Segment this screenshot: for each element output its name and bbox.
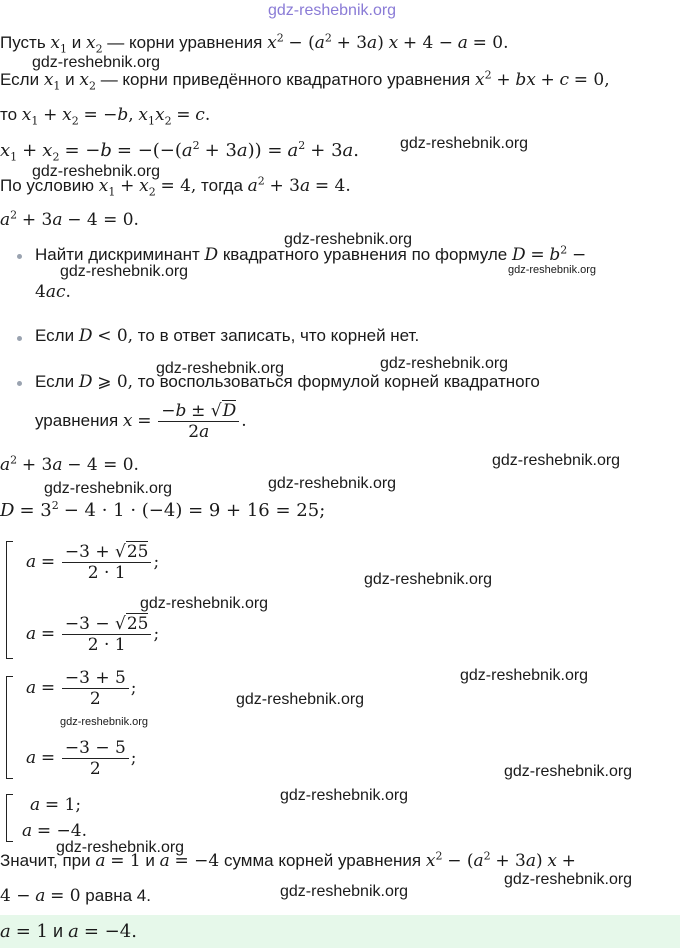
text-and-2: и [65, 70, 75, 89]
bullet-dot-2 [17, 336, 22, 341]
line-2: Если $x_1$ и $x_2$ — корни приведённого квадратного уравнения $x^2$ + bx + c = 0, [0, 68, 610, 93]
bullet3-text-a: Если [35, 372, 75, 391]
bracket-1 [6, 541, 13, 659]
conclusion-line-2: 4 − a = 0 равна 4. [0, 886, 151, 906]
conclusion-text-b: сумма корней уравнения [223, 851, 422, 870]
watermark: gdz-reshebnik.org [236, 691, 365, 708]
watermark: gdz-reshebnik.org [60, 716, 149, 728]
system3-row-2: a = −4. [22, 821, 87, 841]
conclusion-text-a: Значит, при [0, 851, 91, 870]
watermark: gdz-reshebnik.org [32, 163, 161, 180]
bullet-dot-3 [17, 381, 22, 386]
line-discriminant: $D = 3^2 - 4 \cdot 1 \cdot (-4) = 9 + 16 = 25$; [0, 499, 326, 521]
watermark: gdz-reshebnik.org [32, 54, 161, 71]
bullet2-text-b: то в ответ записать, что корней нет. [137, 326, 420, 345]
watermark: gdz-reshebnik.org [460, 667, 589, 684]
watermark: gdz-reshebnik.org [504, 871, 633, 888]
bullet-3-line-1: Если D ⩾ 0, то воспользоваться формулой корней квадратного [35, 372, 540, 392]
bullet1-text-b: квадратного уравнения по формуле [222, 245, 508, 264]
conclusion-and: и [145, 851, 155, 870]
bullet1-text-a: Найти дискриминант [35, 245, 200, 264]
bullet-1-line-1: Найти дискриминант D квадратного уравнения по формуле $D = b^2$ − [35, 243, 587, 265]
line-6: $a^2 + 3a - 4 = 0$. [0, 208, 139, 230]
bullet3-text-b: то воспользоваться формулой корней квадратного [137, 372, 540, 391]
watermark: gdz-reshebnik.org [56, 839, 185, 856]
watermark: gdz-reshebnik.org [156, 360, 285, 377]
watermark: gdz-reshebnik.org [504, 763, 633, 780]
line-7: $a^2 + 3a - 4 = 0$. [0, 453, 139, 475]
bracket-3 [6, 794, 13, 842]
text-then2: тогда [201, 176, 243, 195]
watermark: gdz-reshebnik.org [400, 135, 529, 152]
system1-row-2: a = $\frac{-3 - √25}{2 \cdot 1}$ ; [26, 614, 160, 655]
bullet3-text-c: уравнения [35, 410, 119, 430]
text-if: Если [0, 70, 40, 89]
line-4: $x_1 + x_2 = -b = -(-(a^2 + 3a)) = a^2 + 3a$. [0, 139, 360, 164]
watermark: gdz-reshebnik.org [508, 264, 597, 276]
roots-formula-fraction: $\frac{-b \pm √D}{2a}$ [158, 401, 239, 442]
line-5: По условию $x_1 + x_2 = 4$, тогда $a^2 + 3a = 4$. [0, 174, 351, 199]
text-by-condition: По условию [0, 176, 95, 195]
watermark: gdz-reshebnik.org [140, 595, 269, 612]
watermark: gdz-reshebnik.org [364, 571, 493, 588]
answer-line: a = 1 и a = −4. [0, 921, 137, 942]
watermark-top: gdz-reshebnik.org [268, 2, 397, 19]
text-then: то [0, 105, 18, 124]
watermark: gdz-reshebnik.org [44, 480, 173, 497]
bullet-1-line-2: 4ac. [35, 282, 71, 302]
watermark: gdz-reshebnik.org [280, 883, 409, 900]
text-and: и [71, 33, 82, 52]
system1-row-1: a = $\frac{-3 + √25}{2 \cdot 1}$ ; [26, 542, 160, 583]
watermark: gdz-reshebnik.org [268, 475, 397, 492]
text-let: Пусть [0, 33, 46, 52]
answer-and: и [53, 921, 64, 941]
bullet2-text-a: Если [35, 326, 75, 345]
watermark: gdz-reshebnik.org [60, 263, 189, 280]
conclusion-text-c: равна 4. [85, 886, 151, 905]
watermark: gdz-reshebnik.org [280, 787, 409, 804]
text-roots-of: — корни уравнения [107, 33, 263, 52]
bullet-dot-1 [17, 254, 22, 259]
bracket-2 [6, 676, 13, 779]
system2-row-2: a = $\frac{-3 - 5}{2}$ ; [26, 738, 137, 779]
system3-row-1: a = 1; [30, 795, 82, 815]
bullet-3-line-2: уравнения x = $\frac{-b \pm √D}{2a}$ . [35, 401, 247, 442]
text-roots-reduced: — корни приведённого квадратного уравнения [100, 70, 471, 89]
bullet-2: Если D < 0, то в ответ записать, что корней нет. [35, 326, 420, 346]
system2-row-1: a = $\frac{-3 + 5}{2}$ ; [26, 668, 137, 709]
watermark: gdz-reshebnik.org [284, 231, 413, 248]
conclusion-line-1: Значит, при a = 1 и a = −4 сумма корней уравнения $x^2 - (a^2 + 3a) x$ + [0, 849, 576, 871]
watermark: gdz-reshebnik.org [380, 355, 509, 372]
watermark: gdz-reshebnik.org [492, 452, 621, 469]
line-1: Пусть $x_1$ и $x_2$ — корни уравнения $x^2 - (a^2 + 3a) x + 4 - a = 0$. [0, 31, 509, 56]
line-3: то $x_1 + x_2 = -b$, $x_1x_2 = c$. [0, 105, 211, 128]
